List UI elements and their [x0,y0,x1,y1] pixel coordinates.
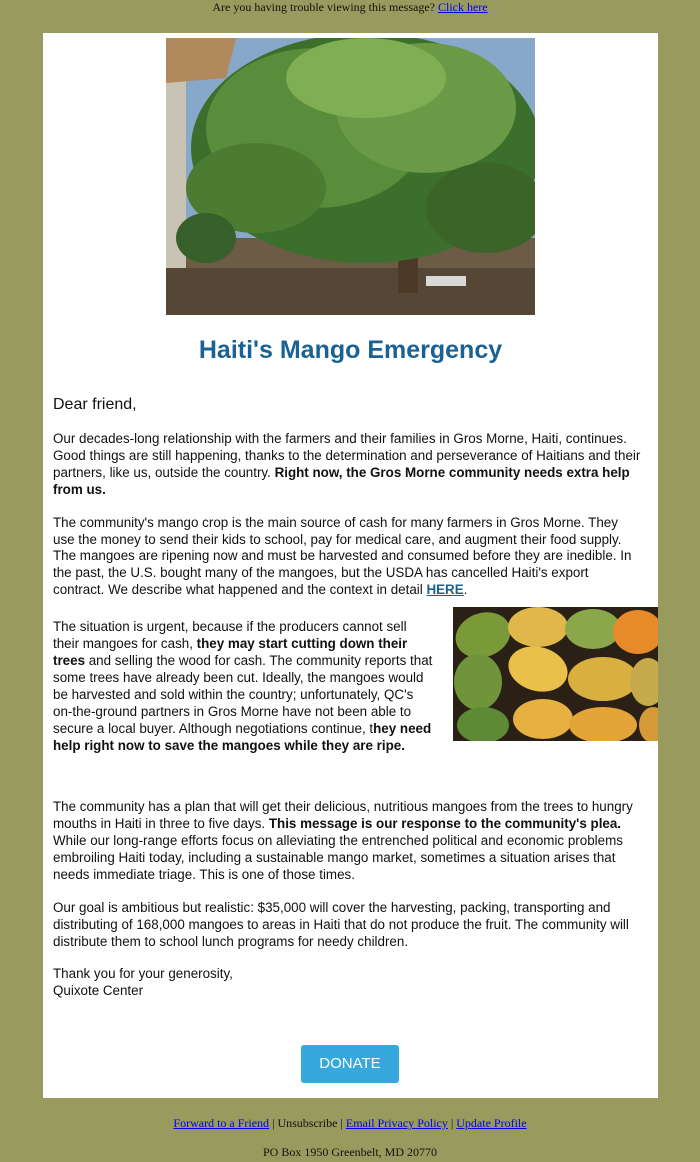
paragraph-2-text: The community's mango crop is the main source of cash for many farmers in Gros Morne. They use the money to send their kids to school, pay for medical care, and augment their food supply. The mangoes are ripening now and must be harvested and consumed before they are inedible. In the past, the U.S. bought many of the mangoes, but the USDA has cancelled Haiti's export contract. We describe what happened and the context in detail [53,514,632,598]
signoff-line-1: Thank you for your generosity, [53,966,233,982]
paragraph-1-text: Our decades-long relationship with the farmers and their families in Gros Morne, Haiti, continues. Good things are still happening, thanks to the determination and perseverance of Haitians and their partners, like us, outside the country. [53,431,641,480]
paragraph-3-c: and selling the wood for cash. The community reports that some trees have already been cut. Ideally, the mangoes would be harvested and sold within the country; unfortunately, QC's on-the-ground partners in Gros Morne have not been able to secure a local buyer. Although negotiations continue, t [53,652,433,736]
preheader-link[interactable]: Click here [437,0,488,14]
page-title: Haiti's Mango Emergency [198,336,503,364]
footer [0,1116,700,1160]
preheader [0,0,700,16]
footer-links [0,1116,700,1131]
mangoes-photo [453,607,658,741]
paragraph-3-bold-1: they may start cutting down their trees [53,636,408,668]
signoff-line-2: Quixote Center [53,983,144,999]
paragraph-4-a: The community has a plan that will get their delicious, nutritious mangoes from the trees to hungry mouths in Haiti in three to five days. [53,799,633,832]
preheader-text: Are you having trouble viewing this message? [212,0,435,14]
mailing-address: PO Box 1950 Greenbelt, MD 20770 [263,1145,437,1159]
update-profile-link[interactable]: Update Profile [456,1116,527,1130]
paragraph-2 [53,515,643,600]
privacy-policy-link[interactable]: Email Privacy Policy [345,1116,448,1130]
signoff [53,966,643,1000]
paragraph-3-a: The situation is urgent, because if the producers cannot sell their mangoes for cash, [53,619,407,652]
paragraph-4-c: While our long-range efforts focus on alleviating the entrenched political and economic problems embroiling Haiti today, including a sustainable mango market, sometimes a situation arises that needs immediate triage. This is one of those times. [53,832,623,882]
details-link[interactable]: HERE [426,582,464,598]
paragraph-4-bold: This message is our response to the community's plea. [268,816,622,832]
forward-link[interactable]: Forward to a Friend [173,1116,270,1130]
paragraph-5: Our goal is ambitious but realistic: $35,000 will cover the harvesting, packing, transporting and distributing of 168,000 mangoes to areas in Haiti that do not produce the fruit. The community will distribute them to school lunch programs for needy children. [53,899,629,949]
paragraph-3 [53,619,433,754]
paragraph-4 [53,799,643,884]
greeting: Dear friend, [53,396,137,413]
urgent-section [53,619,643,799]
footer-sep-2: | [337,1116,346,1130]
letter-body [53,395,643,1016]
paragraph-2-end: . [463,582,468,598]
mango-tree-photo [166,38,535,315]
unsubscribe-link[interactable]: Unsubscribe [277,1116,338,1130]
footer-sep-1: | [269,1116,278,1130]
donate-button[interactable]: DONATE [301,1045,399,1083]
footer-sep-3: | [447,1116,457,1130]
paragraph-1-bold: Right now, the Gros Morne community needs extra help from us. [53,464,630,497]
paragraph-1 [53,431,643,499]
paragraph-3-bold-2: hey need help right now to save the mangoes while they are ripe. [53,720,432,753]
email-card [43,33,658,1098]
